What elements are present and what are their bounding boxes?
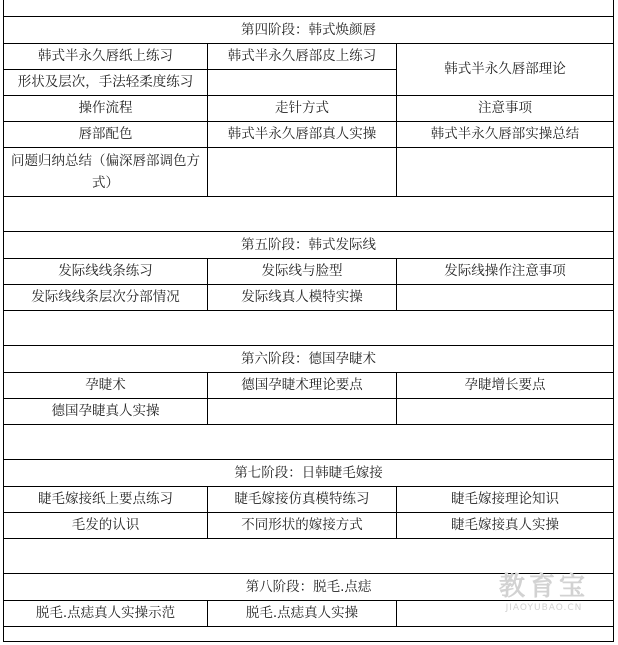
empty-cell bbox=[4, 539, 614, 574]
course-cell: 发际线线条练习 bbox=[4, 259, 208, 285]
spacer-row bbox=[4, 425, 614, 460]
stage-6-title: 第六阶段：德国孕睫术 bbox=[4, 346, 614, 373]
course-cell: 注意事项 bbox=[397, 96, 614, 122]
curriculum-table bbox=[3, 0, 614, 642]
spacer-row bbox=[4, 311, 614, 346]
empty-cell bbox=[4, 425, 614, 460]
course-cell: 韩式半永久唇部实操总结 bbox=[397, 122, 614, 148]
stage-4-header-row bbox=[4, 17, 614, 44]
course-cell: 发际线与脸型 bbox=[208, 259, 397, 285]
course-cell: 不同形状的嫁接方式 bbox=[208, 513, 397, 539]
stage-7-title: 第七阶段：日韩睫毛嫁接 bbox=[4, 460, 614, 487]
course-cell: 问题归纳总结（偏深唇部调色方式） bbox=[4, 148, 208, 197]
course-cell: 操作流程 bbox=[4, 96, 208, 122]
empty-cell bbox=[397, 285, 614, 311]
empty-cell bbox=[4, 197, 614, 232]
table-row bbox=[4, 148, 614, 197]
spacer-row bbox=[4, 539, 614, 574]
course-cell: 韩式半永久唇部皮上练习 bbox=[208, 44, 397, 70]
course-cell: 形状及层次，手法轻柔度练习 bbox=[4, 70, 208, 96]
course-cell: 睫毛嫁接理论知识 bbox=[397, 487, 614, 513]
stage-7-header-row bbox=[4, 460, 614, 487]
course-cell: 脱毛.点痣真人实操示范 bbox=[4, 601, 208, 627]
watermark-domain: JIAOYUBAO.CN bbox=[505, 603, 583, 613]
table-row bbox=[4, 259, 614, 285]
watermark-text: 教育宝 bbox=[498, 572, 589, 602]
course-cell: 发际线线条层次分部情况 bbox=[4, 285, 208, 311]
spacer-row bbox=[4, 627, 614, 642]
course-cell: 唇部配色 bbox=[4, 122, 208, 148]
table-row bbox=[4, 285, 614, 311]
table-row bbox=[4, 601, 614, 627]
empty-cell bbox=[4, 0, 614, 17]
table-row bbox=[4, 122, 614, 148]
course-cell: 韩式半永久唇纸上练习 bbox=[4, 44, 208, 70]
stage-5-header-row bbox=[4, 232, 614, 259]
stage-5-title: 第五阶段：韩式发际线 bbox=[4, 232, 614, 259]
course-cell: 脱毛.点痣真人实操 bbox=[208, 601, 397, 627]
stage-8-header-row bbox=[4, 574, 614, 601]
empty-cell bbox=[397, 399, 614, 425]
course-cell: 毛发的认识 bbox=[4, 513, 208, 539]
stage-4-title: 第四阶段：韩式焕颜唇 bbox=[4, 17, 614, 44]
course-cell: 韩式半永久唇部理论 bbox=[397, 44, 614, 96]
table-row bbox=[4, 44, 614, 70]
table-row bbox=[4, 487, 614, 513]
course-cell: 韩式半永久唇部真人实操 bbox=[208, 122, 397, 148]
course-cell: 睫毛嫁接纸上要点练习 bbox=[4, 487, 208, 513]
course-cell: 发际线操作注意事项 bbox=[397, 259, 614, 285]
stage-8-title: 第八阶段：脱毛.点痣 bbox=[4, 574, 614, 601]
empty-cell bbox=[397, 148, 614, 197]
course-cell: 孕睫术 bbox=[4, 373, 208, 399]
table-row bbox=[4, 513, 614, 539]
course-cell: 孕睫增长要点 bbox=[397, 373, 614, 399]
table-row bbox=[4, 399, 614, 425]
course-cell: 睫毛嫁接真人实操 bbox=[397, 513, 614, 539]
empty-cell bbox=[397, 601, 614, 627]
course-cell: 走针方式 bbox=[208, 96, 397, 122]
empty-cell bbox=[208, 399, 397, 425]
empty-cell bbox=[208, 70, 397, 96]
course-cell: 发际线真人模特实操 bbox=[208, 285, 397, 311]
table-row bbox=[4, 0, 614, 17]
course-cell: 德国孕睫术理论要点 bbox=[208, 373, 397, 399]
table-row bbox=[4, 96, 614, 122]
empty-cell bbox=[208, 148, 397, 197]
empty-cell bbox=[4, 311, 614, 346]
stage-6-header-row bbox=[4, 346, 614, 373]
course-cell: 睫毛嫁接仿真模特练习 bbox=[208, 487, 397, 513]
table-row bbox=[4, 373, 614, 399]
spacer-row bbox=[4, 197, 614, 232]
course-cell: 德国孕睫真人实操 bbox=[4, 399, 208, 425]
empty-cell bbox=[4, 627, 614, 642]
